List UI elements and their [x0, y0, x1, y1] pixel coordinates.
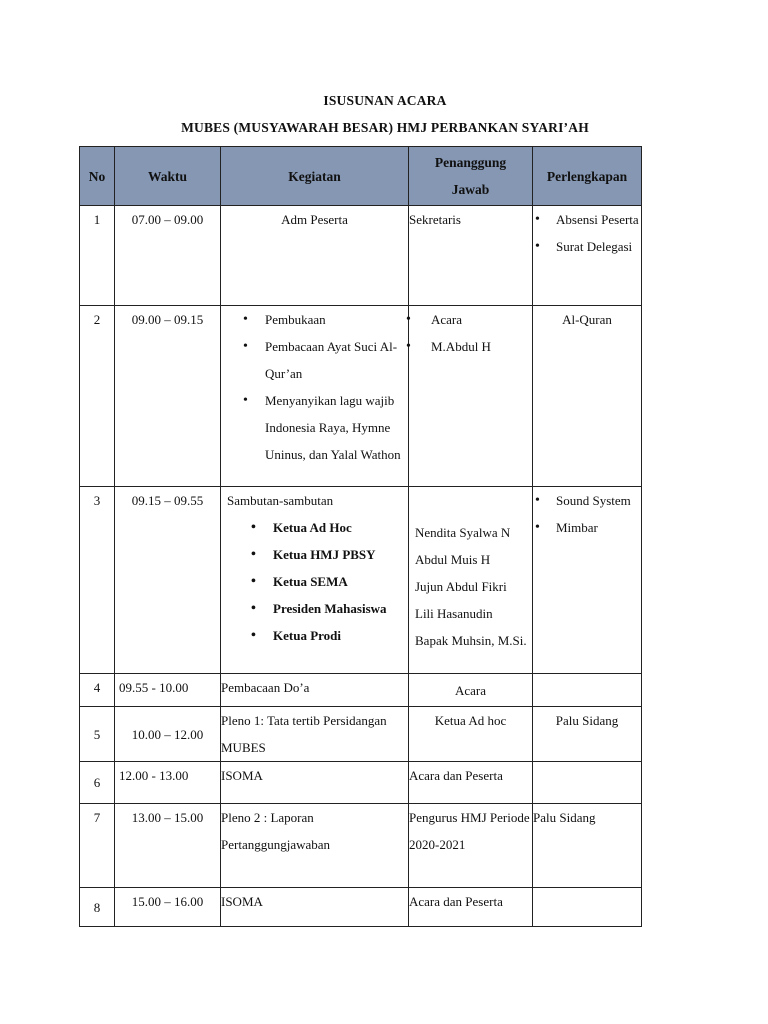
- list-item: • Ketua Ad Hoc: [221, 514, 408, 541]
- header-penanggung-jawab: [409, 147, 533, 206]
- cell-waktu: 13.00 – 15.00: [115, 804, 221, 888]
- cell-waktu: 09.00 – 09.15: [115, 306, 221, 487]
- cell-pj: Pengurus HMJ Periode 2020-2021: [409, 804, 533, 888]
- cell-perlengkapan: [533, 762, 642, 804]
- cell-perlengkapan: [533, 206, 642, 306]
- perlengkapan-list: [533, 487, 641, 541]
- list-item: • Presiden Mahasiswa: [221, 595, 408, 622]
- sambutan-list: [221, 514, 408, 649]
- table-row: [80, 762, 642, 804]
- cell-perlengkapan: Al-Quran: [533, 306, 642, 487]
- table-row: [80, 674, 642, 707]
- cell-no: 8: [80, 888, 115, 927]
- table-row: [80, 306, 642, 487]
- cell-waktu: 12.00 - 13.00: [115, 762, 221, 804]
- header-perlengkapan: Perlengkapan: [533, 147, 642, 206]
- table-row: [80, 804, 642, 888]
- cell-no: 4: [80, 674, 115, 707]
- list-item: • Pembacaan Ayat Suci Al-Qur’an: [221, 333, 408, 387]
- cell-waktu: 09.15 – 09.55: [115, 487, 221, 674]
- cell-kegiatan: ISOMA: [221, 888, 409, 927]
- cell-pj: Acara dan Peserta: [409, 888, 533, 927]
- table-row: [80, 206, 642, 306]
- cell-perlengkapan: [533, 674, 642, 707]
- pj-name: Bapak Muhsin, M.Si.: [415, 633, 527, 648]
- table-row: [80, 487, 642, 674]
- cell-kegiatan: [221, 487, 409, 674]
- document-subtitle: MUBES (MUSYAWARAH BESAR) HMJ PERBANKAN SYARI’AH: [181, 120, 589, 135]
- list-item: • Absensi Peserta: [533, 206, 641, 233]
- list-item: • Acara: [409, 306, 532, 333]
- cell-no: 1: [80, 206, 115, 306]
- pj-name: Nendita Syalwa N: [415, 525, 511, 540]
- cell-waktu: 07.00 – 09.00: [115, 206, 221, 306]
- perlengkapan-list: [533, 206, 641, 260]
- header-pj-line2: Jawab: [451, 182, 490, 197]
- cell-waktu: 15.00 – 16.00: [115, 888, 221, 927]
- cell-pj: Acara: [409, 674, 533, 707]
- table-row: [80, 707, 642, 762]
- list-item: • Pembukaan: [221, 306, 408, 333]
- list-item: • Ketua Prodi: [221, 622, 408, 649]
- cell-no: 7: [80, 804, 115, 888]
- header-no: No: [80, 147, 115, 206]
- cell-kegiatan: Pleno 2 : Laporan Pertanggungjawaban: [221, 804, 409, 888]
- cell-pj: Acara dan Peserta: [409, 762, 533, 804]
- list-item: • Surat Delegasi: [533, 233, 641, 260]
- list-item: • Ketua HMJ PBSY: [221, 541, 408, 568]
- cell-kegiatan: ISOMA: [221, 762, 409, 804]
- table-row: [80, 888, 642, 927]
- cell-kegiatan: Pleno 1: Tata tertib Persidangan MUBES: [221, 707, 409, 762]
- list-item: • Sound System: [533, 487, 641, 514]
- cell-perlengkapan: Palu Sidang: [533, 804, 642, 888]
- cell-kegiatan: Adm Peserta: [221, 206, 409, 306]
- cell-waktu: 09.55 - 10.00: [115, 674, 221, 707]
- pj-name: Abdul Muis H: [415, 552, 491, 567]
- cell-no: 6: [80, 762, 115, 804]
- cell-pj: [409, 306, 533, 487]
- cell-perlengkapan: Palu Sidang: [533, 707, 642, 762]
- header-kegiatan: Kegiatan: [221, 147, 409, 206]
- kegiatan-list: [221, 306, 408, 468]
- cell-no: 5: [80, 707, 115, 762]
- kegiatan-intro: Sambutan-sambutan: [227, 493, 334, 508]
- list-item: • Mimbar: [533, 514, 641, 541]
- agenda-table: [79, 146, 642, 927]
- pj-name: Lili Hasanudin: [415, 606, 493, 621]
- cell-kegiatan: [221, 306, 409, 487]
- cell-waktu: 10.00 – 12.00: [115, 707, 221, 762]
- cell-kegiatan: Pembacaan Do’a: [221, 674, 409, 707]
- cell-pj: [409, 487, 533, 674]
- cell-no: 3: [80, 487, 115, 674]
- pj-name: Jujun Abdul Fikri: [415, 579, 507, 594]
- pj-list: [409, 306, 532, 360]
- list-item: • M.Abdul H: [409, 333, 532, 360]
- cell-perlengkapan: [533, 487, 642, 674]
- header-waktu: Waktu: [115, 147, 221, 206]
- table-header-row: [80, 147, 642, 206]
- list-item: • Menyanyikan lagu wajib Indonesia Raya, Hymne Uninus, dan Yalal Wathon: [221, 387, 408, 468]
- cell-perlengkapan: [533, 888, 642, 927]
- cell-no: 2: [80, 306, 115, 487]
- pj-names: [409, 487, 532, 654]
- header-pj-line1: Penanggung: [434, 155, 507, 170]
- list-item: • Ketua SEMA: [221, 568, 408, 595]
- cell-pj: Sekretaris: [409, 206, 533, 306]
- document-title: ISUSUNAN ACARA: [323, 93, 447, 108]
- cell-pj: Ketua Ad hoc: [409, 707, 533, 762]
